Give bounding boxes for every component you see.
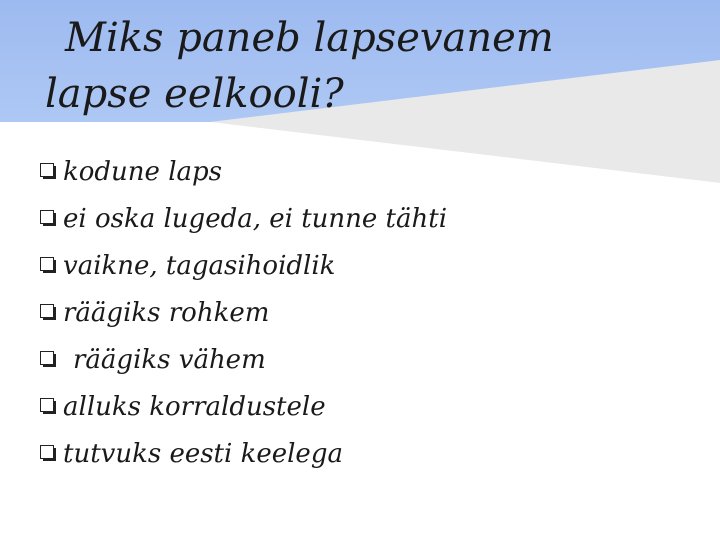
- bullet-item: [40, 430, 447, 477]
- bullet-text: alluks korraldustele: [63, 391, 326, 422]
- checkbox-square-icon: [40, 257, 57, 274]
- bullet-text: tutvuks eesti keelega: [63, 438, 343, 469]
- bullet-item: [40, 242, 447, 289]
- bullet-text: ei oska lugeda, ei tunne tähti: [63, 203, 448, 234]
- bullet-item: [40, 336, 447, 383]
- slide-title-line-1: Miks paneb lapsevanem: [65, 15, 554, 61]
- checkbox-square-icon: [40, 445, 57, 462]
- checkbox-square-icon: [40, 210, 57, 227]
- slide-title: [45, 10, 554, 122]
- bullet-item: [40, 289, 447, 336]
- bullet-text: räägiks rohkem: [63, 297, 270, 328]
- slide-title-line-2: lapse eelkooli?: [45, 71, 344, 117]
- bullet-item: [40, 195, 447, 242]
- checkbox-square-icon: [40, 351, 57, 368]
- bullet-list: [40, 148, 447, 477]
- checkbox-square-icon: [40, 398, 57, 415]
- bullet-item: [40, 383, 447, 430]
- bullet-text: kodune laps: [63, 156, 222, 187]
- checkbox-square-icon: [40, 163, 57, 180]
- bullet-item: [40, 148, 447, 195]
- checkbox-square-icon: [40, 304, 57, 321]
- bullet-text: vaikne, tagasihoidlik: [63, 250, 336, 281]
- bullet-text: räägiks vähem: [73, 344, 266, 375]
